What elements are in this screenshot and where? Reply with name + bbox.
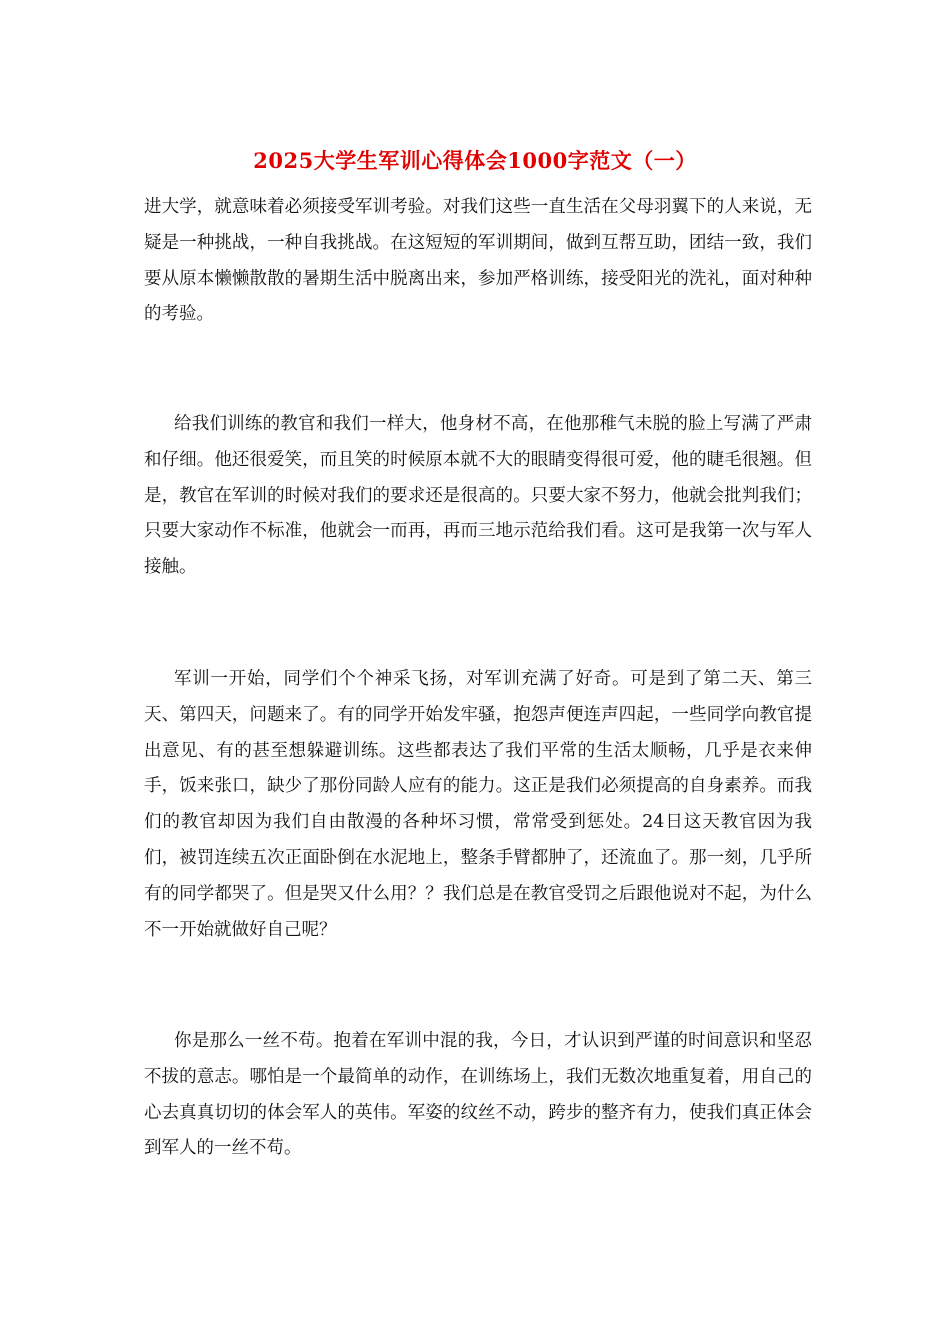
- paragraph-3: 军训一开始，同学们个个神采飞扬，对军训充满了好奇。可是到了第二天、第三天、第四天，问题来了。有的同学开始发牢骚，抱怨声便连声四起，一些同学向教官提出意见、有的甚至想躲避训练。这些都表达了我们平常的生活太顺畅，几乎是衣来伸手，饭来张口，缺少了那份同龄人应有的能力。这正是我们必须提高的自身素养。而我们的教官却因为我们自由散漫的各种坏习惯，常常受到惩处。24日这天教官因为我们，被罚连续五次正面卧倒在水泥地上，整条手臂都肿了，还流血了。那一刻，几乎所有的同学都哭了。但是哭又什么用？？我们总是在教官受罚之后跟他说对不起，为什么不一开始就做好自己呢？: [144, 669, 812, 940]
- paragraph-4: 你是那么一丝不苟。抱着在军训中混的我，今日，才认识到严谨的时间意识和坚忍不拔的意志。哪怕是一个最简单的动作，在训练场上，我们无数次地重复着，用自己的心去真真切切的体会军人的英伟。军姿的纹丝不动，跨步的整齐有力，使我们真正体会到军人的一丝不苟。: [144, 1031, 812, 1159]
- document-title: 2025大学生军训心得体会1000字范文（一）: [253, 148, 697, 173]
- paragraph-1: 进大学，就意味着必须接受军训考验。对我们这些一直生活在父母羽翼下的人来说，无疑是一种挑战，一种自我挑战。在这短短的军训期间，做到互帮互助，团结一致，我们要从原本懒懒散散的暑期生活中脱离出来，参加严格训练，接受阳光的洗礼，面对种种的考验。: [144, 197, 812, 325]
- paragraph-2: 给我们训练的教官和我们一样大，他身材不高，在他那稚气未脱的脸上写满了严肃和仔细。他还很爱笑，而且笑的时候原本就不大的眼睛变得很可爱，他的睫毛很翘。但是，教官在军训的时候对我们的要求还是很高的。只要大家不努力，他就会批判我们；只要大家动作不标准，他就会一而再，再而三地示范给我们看。这可是我第一次与军人接触。: [144, 414, 812, 578]
